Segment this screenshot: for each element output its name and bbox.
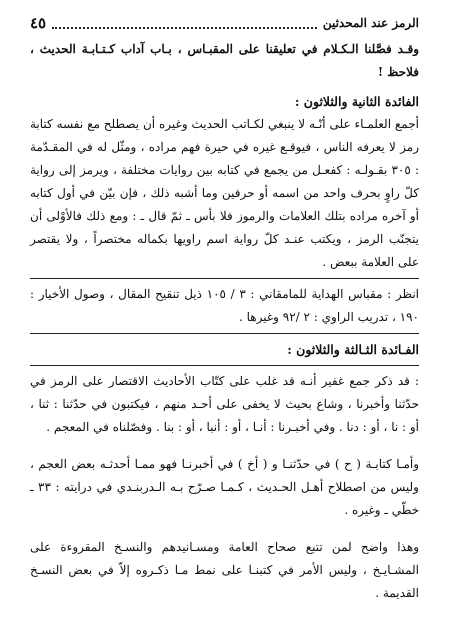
horizontal-rule xyxy=(30,365,419,366)
section-32-body: أجمع العلمـاء على أنّـه لا ينبغي لكـاتب الحديث وغيره أن يصطلح مع نفسه كتابة رمز لا يعرفه الناس ، فيوقـع غيره في حيرة فهم مراده ، ومثّل له في المقـدّمة : ٣٠٥ بقـولـه : كفعـل من يجمع في كتابه بين روايات مختلفة ، ويرمز إلى رواية كلّ راوٍ بحرف واحد من اسمه أو حرفين وما أشبه ذلك ، فإن بيّن في أول كتابه أو آخره مراده بتلك العلامات والرموز فلا بأس ـ ثمّ قال ـ : ومع ذلك فالأوْلى أن يتجنّب الرمز ، ويكتب عنـد كلّ رواية اسم راويها بكماله مختصراً ، ولا يقتصر على العلامة ببعض . xyxy=(30,117,420,269)
page-number: ٤٥ xyxy=(30,14,47,32)
page-header xyxy=(30,12,419,34)
horizontal-rule xyxy=(30,278,419,279)
spacer xyxy=(30,439,419,453)
intro-paragraph: وقـد فصَّلنا الـكـلام في تعليقنا على المقبـاس ، بـاب آداب كـتـابـة الحديث ، فلاحظ ! xyxy=(30,42,419,79)
spacer xyxy=(30,522,419,536)
section-heading-32: الفائدة الثانية والثلاثون : xyxy=(294,94,419,109)
horizontal-rule xyxy=(30,333,419,334)
spacer xyxy=(30,84,419,88)
dotted-leader xyxy=(52,17,317,29)
references-paragraph: انظر : مقباس الهداية للمامقاني : ٣ / ١٠٥ ذيل تنقيح المقال ، وصول الأخيار : ١٩٠ ، تدريب الراوي : ٢ /٩٢ وغيرها . xyxy=(30,287,420,324)
abbreviation-paragraph: وأمـا كتابـة ( ح ) في حدّثنـا و ( أخ ) في أخبرنـا فهو ممـا أحدثـه بعض العجم ، وليس من اصطلاح أهـل الحـديث ، كـمـا صـرّح بـه الـدربنـدي في درايته : ٣٣ ـ خطّي ـ وغيره . xyxy=(30,457,419,517)
closing-paragraph: وهذا واضح لمن تتبع صحاح العامة ومسـانيدهم والنسـخ المقروءة على المشـايـخ ، وليس الأمر في كتبنـا على نمط مـا ذكـروه إلاّ في بعض النسـخ القديمة . xyxy=(30,540,419,600)
section-33-body: : قد ذكر جمع غفير أنـه قد غلب على كتّاب الأحاديث الاقتصار على الرمز في حدّثنا وأخبرنا ، وشاع بحيث لا يخفى على أحـد منهم ، فيكتبون في حدّثنا : ثنا ، أو : نا ، أو : دنا . وفي أخبـرنا : أنـا ، أو : أنبا ، أو : بنا . وفصّلناه في المعجم . xyxy=(30,374,419,434)
section-heading-33: الفـائدة الثـالثة والثلاثون : xyxy=(287,342,419,357)
running-title: الرمز عند المحدثين xyxy=(322,16,419,30)
